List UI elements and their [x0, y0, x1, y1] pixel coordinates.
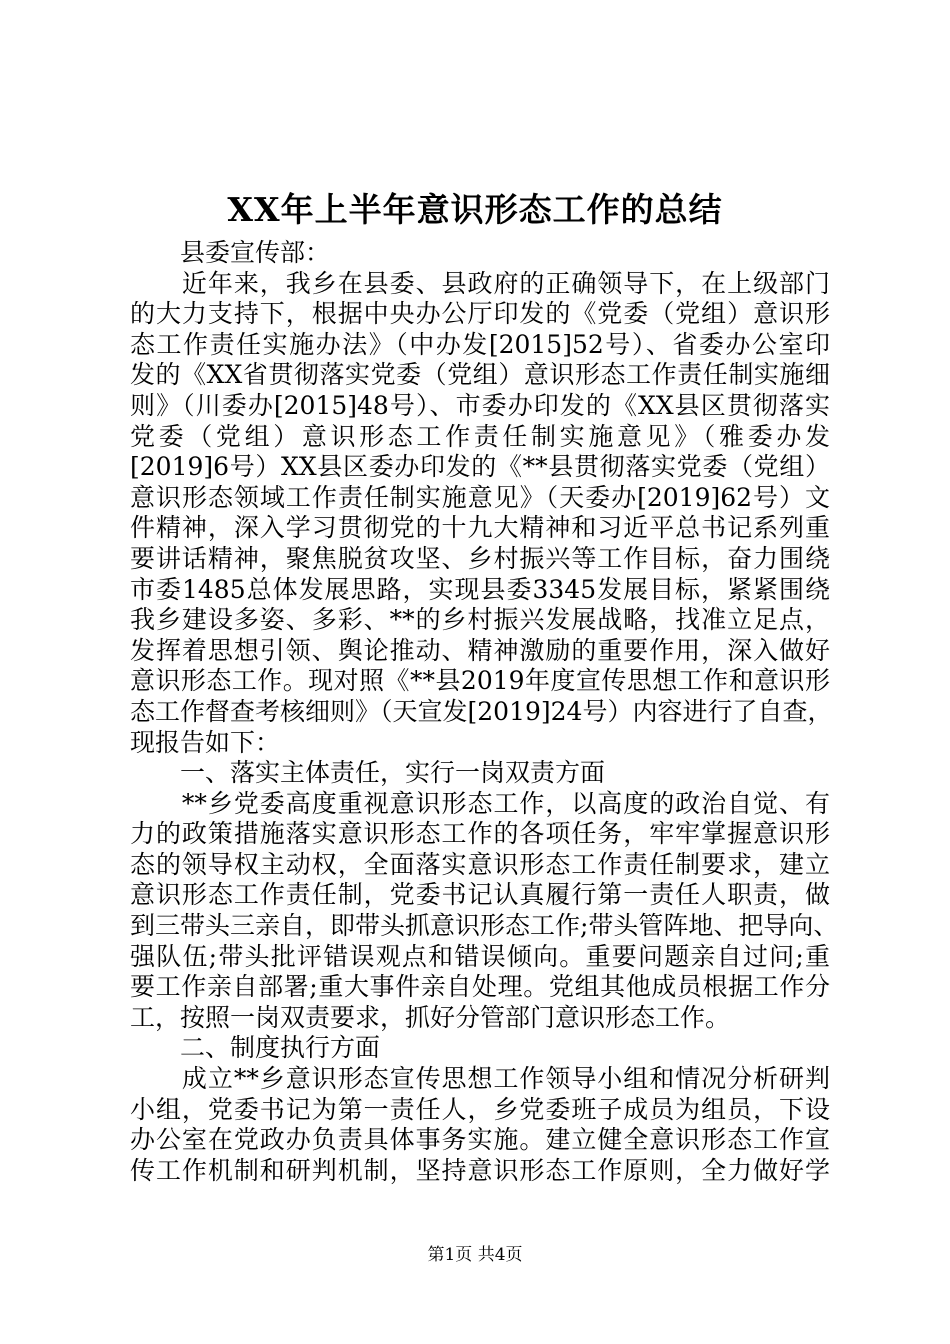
body-line: 态的领导权主动权，全面落实意识形态工作责任制要求，建立 — [130, 849, 830, 879]
body-line: 意识形态工作。现对照《**县2019年度宣传思想工作和意识形 — [130, 666, 830, 696]
body-line: 意识形态工作责任制，党委书记认真履行第一责任人职责，做 — [130, 880, 830, 910]
body-line: 工，按照一岗双责要求，抓好分管部门意识形态工作。 — [130, 1002, 731, 1032]
body-line: 到三带头三亲自，即带头抓意识形态工作;带头管阵地、把导向、 — [130, 911, 839, 941]
body-line: 意识形态领域工作责任制实施意见》（天委办[2019]62号）文 — [130, 482, 830, 512]
page-footer: 第1页 共4页 — [427, 1245, 523, 1265]
body-line: 要讲话精神，聚焦脱贫攻坚、乡村振兴等工作目标，奋力围绕 — [130, 543, 830, 573]
document-body — [130, 238, 839, 1186]
body-line: 发的《XX省贯彻落实党委（党组）意识形态工作责任制实施细 — [130, 360, 830, 390]
body-line: [2019]6号）XX县区委办印发的《**县贯彻落实党委（党组） — [130, 452, 830, 482]
body-line: 现报告如下： — [130, 727, 281, 757]
body-line: 态工作督查考核细则》（天宣发[2019]24号）内容进行了自查， — [130, 696, 833, 726]
body-line: 发挥着思想引领、舆论推动、精神激励的重要作用，深入做好 — [130, 635, 830, 665]
body-line: 则》（川委办[2015]48号）、市委办印发的《XX县区贯彻落实 — [130, 390, 830, 420]
body-line: 成立**乡意识形态宣传思想工作领导小组和情况分析研判 — [130, 1064, 830, 1094]
body-line: 县委宣传部： — [130, 238, 331, 267]
body-line: 小组，党委书记为第一责任人，乡党委班子成员为组员，下设 — [130, 1094, 830, 1124]
body-line: 近年来，我乡在县委、县政府的正确领导下，在上级部门 — [130, 268, 830, 298]
body-line: 要工作亲自部署;重大事件亲自处理。党组其他成员根据工作分 — [130, 972, 830, 1002]
body-line: 二、制度执行方面 — [130, 1033, 381, 1063]
document-title: XX年上半年意识形态工作的总结 — [227, 190, 723, 229]
body-line: 态工作责任实施办法》（中办发[2015]52号）、省委办公室印 — [130, 329, 830, 359]
body-line: 件精神，深入学习贯彻党的十九大精神和习近平总书记系列重 — [130, 513, 830, 543]
body-line: 力的政策措施落实意识形态工作的各项任务，牢牢掌握意识形 — [130, 819, 830, 849]
body-line: 的大力支持下，根据中央办公厅印发的《党委（党组）意识形 — [130, 299, 830, 329]
body-line: 一、落实主体责任，实行一岗双责方面 — [130, 758, 606, 788]
body-line: 强队伍;带头批评错误观点和错误倾向。重要问题亲自过问;重 — [130, 941, 830, 971]
body-line: 传工作机制和研判机制，坚持意识形态工作原则，全力做好学 — [130, 1155, 830, 1185]
body-line: 我乡建设多姿、多彩、**的乡村振兴发展战略，找准立足点， — [130, 605, 830, 635]
body-line: 办公室在党政办负责具体事务实施。建立健全意识形态工作宣 — [130, 1125, 830, 1155]
body-line: 党委（党组）意识形态工作责任制实施意见》（雅委办发 — [130, 421, 830, 451]
body-line: **乡党委高度重视意识形态工作，以高度的政治自觉、有 — [130, 788, 830, 818]
body-line: 市委1485总体发展思路，实现县委3345发展目标，紧紧围绕 — [130, 574, 830, 604]
